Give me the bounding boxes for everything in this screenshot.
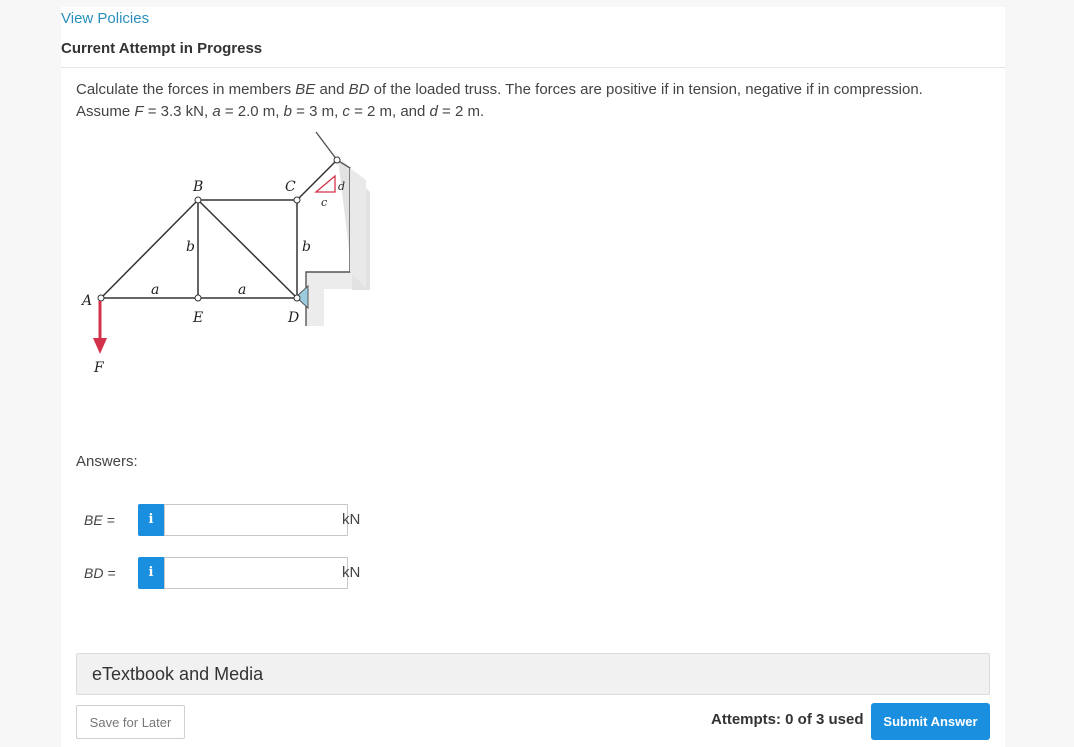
label-F: F [94, 360, 104, 376]
label-d: d [338, 180, 346, 193]
etextbook-media-panel[interactable] [76, 653, 990, 695]
truss-joints [98, 157, 340, 301]
attempts-counter: Attempts: 0 of 3 used [711, 711, 864, 728]
answer-label-bd: BD = [84, 565, 116, 581]
label-C: C [285, 179, 296, 195]
save-for-later-button[interactable]: Save for Later [76, 705, 185, 739]
view-policies-link[interactable]: View Policies [61, 10, 150, 27]
etextbook-media-label: eTextbook and Media [92, 664, 264, 684]
label-b1: b [186, 239, 195, 255]
force-arrowhead [93, 338, 107, 354]
label-D: D [288, 310, 300, 326]
truss-members [101, 160, 337, 298]
label-a1: a [151, 282, 160, 298]
label-A: A [82, 293, 93, 309]
answer-unit-be: kN [342, 511, 361, 528]
answers-heading: Answers: [76, 453, 138, 470]
question-text: Calculate the forces in members BE and BD of the loaded truss. The forces are positive if in tension, negative if in compression. Assume F = 3.3 kN, a = 2.0 m, b = 3 m, c = 2 m, and d = 2 m. [76, 81, 923, 120]
attempt-title: Current Attempt in Progress [61, 40, 263, 57]
answer-input-bd[interactable] [164, 557, 348, 589]
label-E: E [193, 310, 204, 326]
divider [61, 67, 1005, 68]
wall-shadow-right [350, 168, 366, 288]
answer-unit-bd: kN [342, 564, 361, 581]
submit-answer-button[interactable]: Submit Answer [871, 703, 990, 740]
answer-input-be[interactable] [164, 504, 348, 536]
label-B: B [193, 179, 204, 195]
answer-label-be: BE = [84, 512, 115, 528]
info-icon[interactable]: i [138, 557, 164, 589]
info-icon[interactable]: i [138, 504, 164, 536]
label-a2: a [238, 282, 247, 298]
label-b2: b [302, 239, 311, 255]
label-c: c [321, 196, 328, 209]
truss-figure [76, 128, 386, 388]
